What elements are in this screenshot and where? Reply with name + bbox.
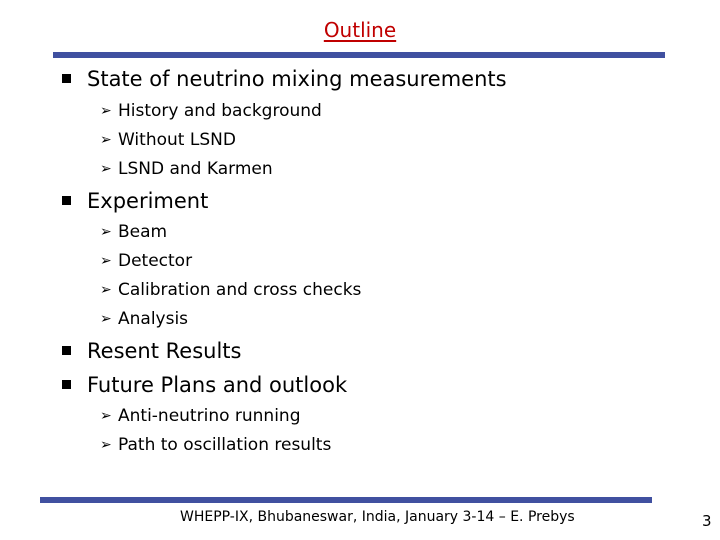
subitem-label: Calibration and cross checks [118,280,362,300]
square-bullet-icon [62,196,71,205]
subitem-label: Without LSND [118,130,236,150]
subitem [100,251,192,271]
arrow-bullet-icon: ➢ [100,132,112,148]
page-number: 3 [702,512,712,530]
arrow-bullet-icon: ➢ [100,437,112,453]
subitem-label: Analysis [118,309,189,329]
bottom-divider [40,497,652,503]
top-divider [53,52,665,58]
subitem [100,130,236,150]
subitem-label: Anti-neutrino running [118,406,301,426]
subitem [100,159,273,179]
subitem [100,280,361,300]
subitem-label: Beam [118,222,168,242]
section-label: Resent Results [87,339,242,363]
section-item [62,189,208,213]
subitem-label: Path to oscillation results [118,435,332,455]
slide-title-text: Outline [323,18,397,42]
arrow-bullet-icon: ➢ [100,161,112,177]
subitem-label: Detector [118,251,193,271]
square-bullet-icon [62,380,71,389]
arrow-bullet-icon: ➢ [100,282,112,298]
arrow-bullet-icon: ➢ [100,103,112,119]
slide-footer: WHEPP-IX, Bhubaneswar, India, January 3-14 – E. Prebys [180,509,575,525]
section-item [62,339,241,363]
arrow-bullet-icon: ➢ [100,253,112,269]
section-label: Future Plans and outlook [87,373,348,397]
subitem [100,222,167,242]
section-label: Experiment [87,189,209,213]
square-bullet-icon [62,74,71,83]
section-item [62,67,507,91]
section-label: State of neutrino mixing measurements [87,67,507,91]
arrow-bullet-icon: ➢ [100,408,112,424]
slide-title [0,18,720,42]
square-bullet-icon [62,346,71,355]
subitem [100,406,301,426]
subitem-label: LSND and Karmen [118,159,273,179]
subitem [100,101,322,121]
subitem-label: History and background [118,101,322,121]
section-item [62,373,347,397]
subitem [100,435,331,455]
subitem [100,309,188,329]
arrow-bullet-icon: ➢ [100,224,112,240]
arrow-bullet-icon: ➢ [100,311,112,327]
